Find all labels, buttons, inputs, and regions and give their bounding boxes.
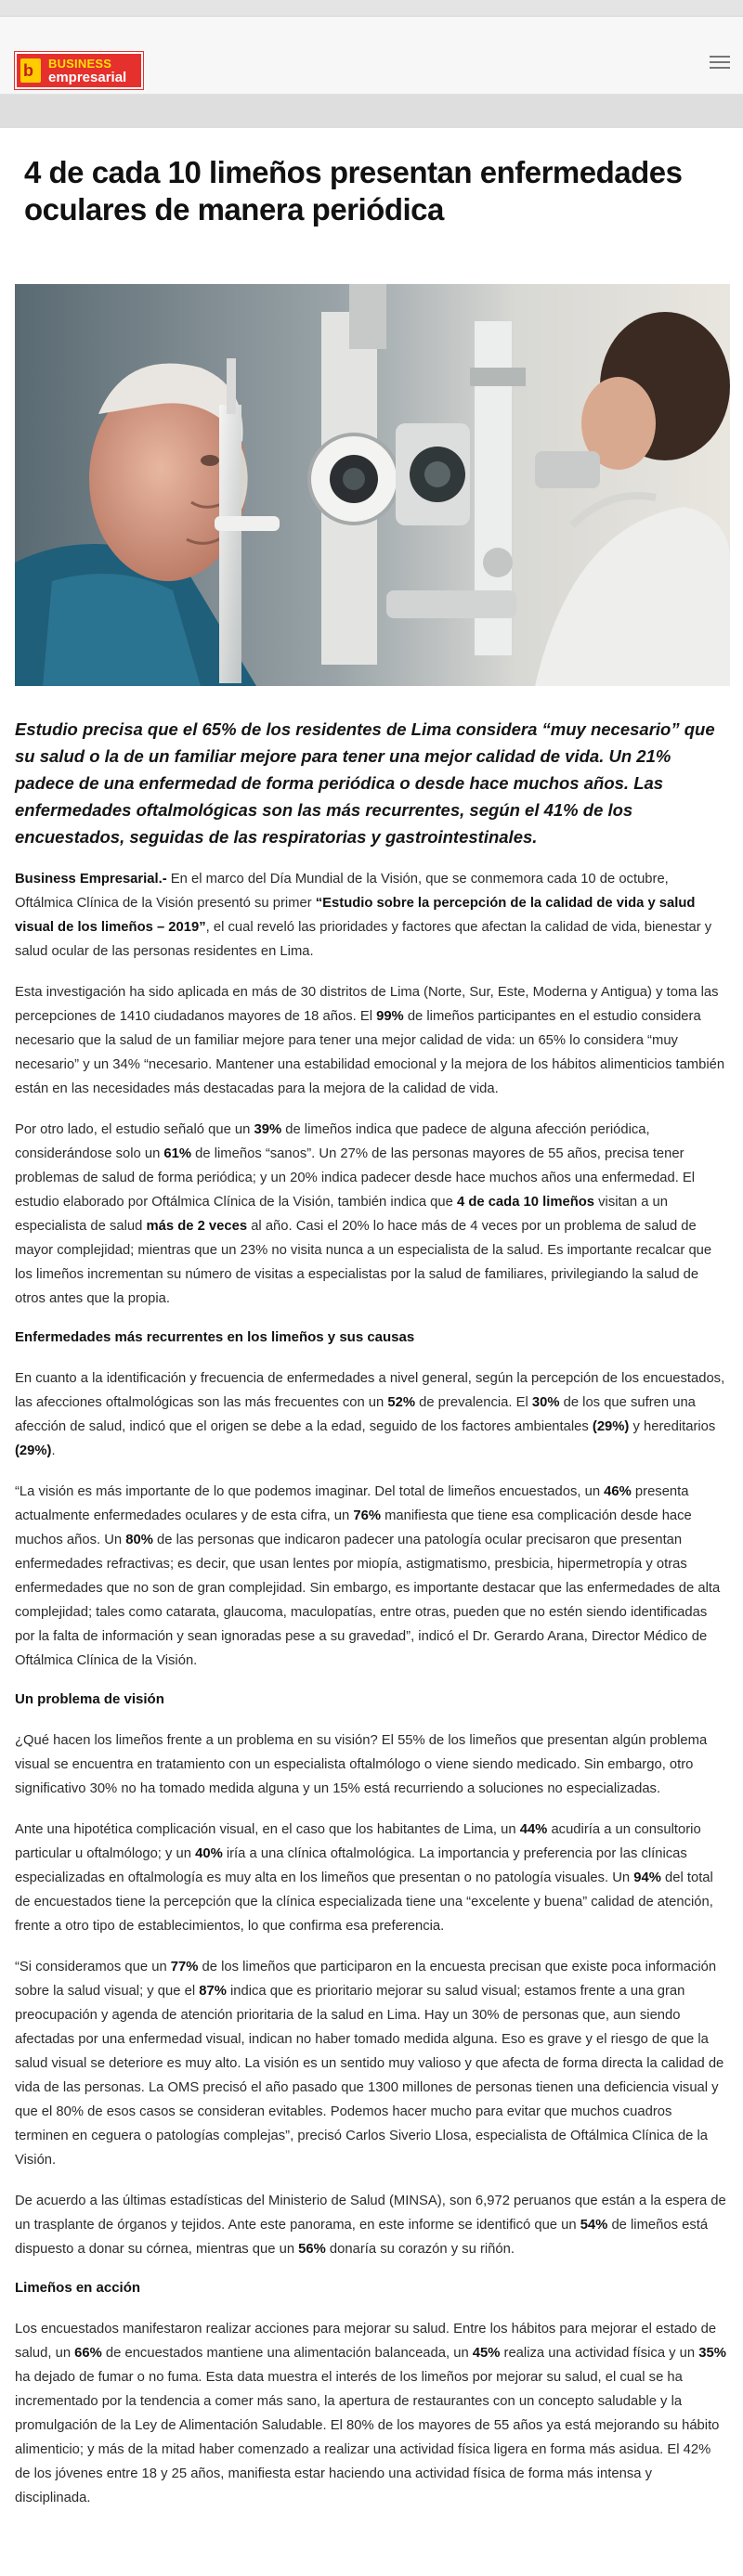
article-lead: Estudio precisa que el 65% de los residentes de Lima considera “muy necesario” que su salud o la de un familiar mejore para tener una mejor calidad de vida. Un 21% padece de una enfermedad de forma periódica o desde hace muchos años. Las enfermedades oftalmológicas son las más recurrentes, según el 41% de los encuestados, seguidas de las respiratorias y gastrointestinales. (15, 719, 715, 847)
top-strip (0, 0, 743, 17)
site-logo[interactable] (15, 52, 143, 89)
article (0, 128, 743, 2510)
ad-banner (0, 95, 743, 128)
site-header (0, 17, 743, 95)
paragraph-3: Por otro lado, el estudio señaló que un 39% de limeños indica que padece de alguna afección periódica, considerándose solo un 61% de limeños “sanos”. Un 27% de las personas mayores de 55 años, precisa tener problemas de salud de forma periódica; y un 20% indica padecer desde hace muchos años una enfermedad. El estudio elaborado por Oftálmica Clínica de la Visión, también indica que 4 de cada 10 limeños visitan a un especialista de salud más de 2 veces al año. Casi el 20% lo hace más de 4 veces por un problema de salud de mayor complejidad; mientras que un 23% no visita nunca a un especialista de la salud. Es importante recalcar que los limeños incrementan su número de visitas a especialistas por la salud de familiares, privilegiando la salud de otros antes que la propia. (15, 1122, 712, 1306)
paragraph-1: Business Empresarial.- En el marco del Día Mundial de la Visión, que se conmemora cada 10 de octubre, Oftálmica Clínica de la Visión presentó su primer “Estudio sobre la percepción de la calidad de vida y salud visual de los limeños – 2019”, el cual reveló las prioridades y factores que afectan la calidad de vida, bienestar y salud ocular de las personas residentes en Lima. (15, 872, 712, 959)
logo-line-2: empresarial (48, 69, 127, 85)
section-heading-action: Limeños en acción (15, 2280, 141, 2296)
section-heading-vision-problem: Un problema de visión (15, 1691, 164, 1707)
paragraph-10: Los encuestados manifestaron realizar acciones para mejorar su salud. Entre los hábitos para mejorar el estado de salud, un 66% de encuestados mantiene una alimentación balanceada, un 45% realiza una actividad física y un 35% ha dejado de fumar o no fuma. Esta data muestra el interés de los limeños por mejorar su salud, el cual se ha incrementado por la tendencia a comer más sano, la apertura de restaurantes con un concepto saludable y la promulgación de la Ley de Alimentación Saludable. El 80% de los mayores de 55 años ya está mejorando su hábito alimenticio; y más de la mitad haber comenzado a realizar una actividad física ligera en forma más asidua. El 42% de los jóvenes entre 18 y 25 años, manifiesta estar haciendo una actividad física de forma más intensa y disciplinada. (15, 2322, 726, 2505)
paragraph-4: En cuanto a la identificación y frecuencia de enfermedades a nivel general, según la percepción de los encuestados, las afecciones oftalmológicas son las más frecuentes con un 52% de prevalencia. El 30% de los que sufren una afección de salud, indicó que el origen se debe a la edad, seguido de los factores ambientales (29%) y hereditarios (29%). (15, 1371, 725, 1458)
paragraph-2: Esta investigación ha sido aplicada en más de 30 distritos de Lima (Norte, Sur, Este, Moderna y Antigua) y toma las percepciones de 1410 ciudadanos mayores de 18 años. El 99% de limeños participantes en el estudio considera necesario que la salud de un familiar mejore para tener una mejor calidad de vida: un 65% lo considera “muy necesario” y un 34% “necesario. Mantener una estabilidad emocional y la mejora de los hábitos alimenticios también están en las necesidades más destacadas para la mejora de la calidad de vida. (15, 985, 725, 1096)
paragraph-7: Ante una hipotética complicación visual, en el caso que los habitantes de Lima, un 44% acudiría a un consultorio particular u oftalmólogo; y un 40% iría a una clínica oftalmológica. La importancia y preferencia por las clínicas especializadas en oftalmología es muy alta en los limeños que presentan o no patología visuales. Un 94% del total de encuestados tiene la percepción que la clínica especializada tiene una “excelente y buena” calidad de atención, frente a otro tipo de establecimientos, lo que confirma esa preferencia. (15, 1822, 713, 1934)
paragraph-9: De acuerdo a las últimas estadísticas del Ministerio de Salud (MINSA), son 6,972 peruanos que están a la espera de un trasplante de órganos y tejidos. Ante este panorama, en este informe se identificó que un 54% de limeños está dispuesto a donar su córnea, mientras que un 56% donaría su corazón y su riñón. (15, 2194, 726, 2257)
logo-line-1: BUSINESS (48, 56, 112, 71)
article-title: 4 de cada 10 limeños presentan enfermedades oculares de manera periódica (24, 155, 683, 227)
hero-image (15, 284, 730, 686)
paragraph-5: “La visión es más importante de lo que podemos imaginar. Del total de limeños encuestados, un 46% presenta actualmente enfermedades oculares y de esta cifra, un 76% manifiesta que tiene esa complicación desde hace muchos años. Un 80% de las personas que indicaron padecer una patología ocular precisaron que presentan enfermedades refractivas; es decir, que usan lentes por miopía, astigmatismo, presbicia, hipermetropía y otras enfermedades que no son de gran complejidad. Sin embargo, es importante destacar que las enfermedades de alta complejidad; tales como catarata, glaucoma, maculopatías, entre otras, pueden que no estén siendo identificadas por la falta de información y sean ignoradas pese a su gravedad”, indicó el Dr. Gerardo Arana, Director Médico de Oftálmica Clínica de la Visión. (15, 1484, 721, 1668)
section-heading-diseases: Enfermedades más recurrentes en los limeños y sus causas (15, 1329, 415, 1345)
paragraph-6: ¿Qué hacen los limeños frente a un problema en su visión? El 55% de los limeños que presentan algún problema visual se encuentra en tratamiento con un especialista oftalmólogo o viene siendo medicado. Sin embargo, otro significativo 30% no ha tomado medida alguna y un 15% está recurriendo a soluciones no especializadas. (15, 1733, 708, 1796)
paragraph-8: “Si consideramos que un 77% de los limeños que participaron en la encuesta precisan que existe poca información sobre la salud visual; y que el 87% indica que es prioritario mejorar su salud visual; estamos frente a una gran preocupación y agenda de atención prioritaria de la salud en Lima. Hay un 30% de personas que, aun siendo afectadas por una enfermedad visual, indican no haber tomado medida alguna. Eso es grave y el riesgo de que la salud visual se deteriore es muy alto. La visión es un sentido muy valioso y que afecta de forma directa la calidad de vida de las personas. La OMS precisó el año pasado que 1300 millones de personas tienen una deficiencia visual y que el 80% de esos casos se consideran evitables. Podemos hacer mucho para evitar que muchos cuadros terminen en ceguera o patologías complejas”, precisó Carlos Siverio Llosa, especialista de Oftálmica Clínica de la Visión. (15, 1960, 724, 2168)
hamburger-icon[interactable] (710, 56, 730, 72)
logo-mark-icon: b (20, 57, 45, 84)
